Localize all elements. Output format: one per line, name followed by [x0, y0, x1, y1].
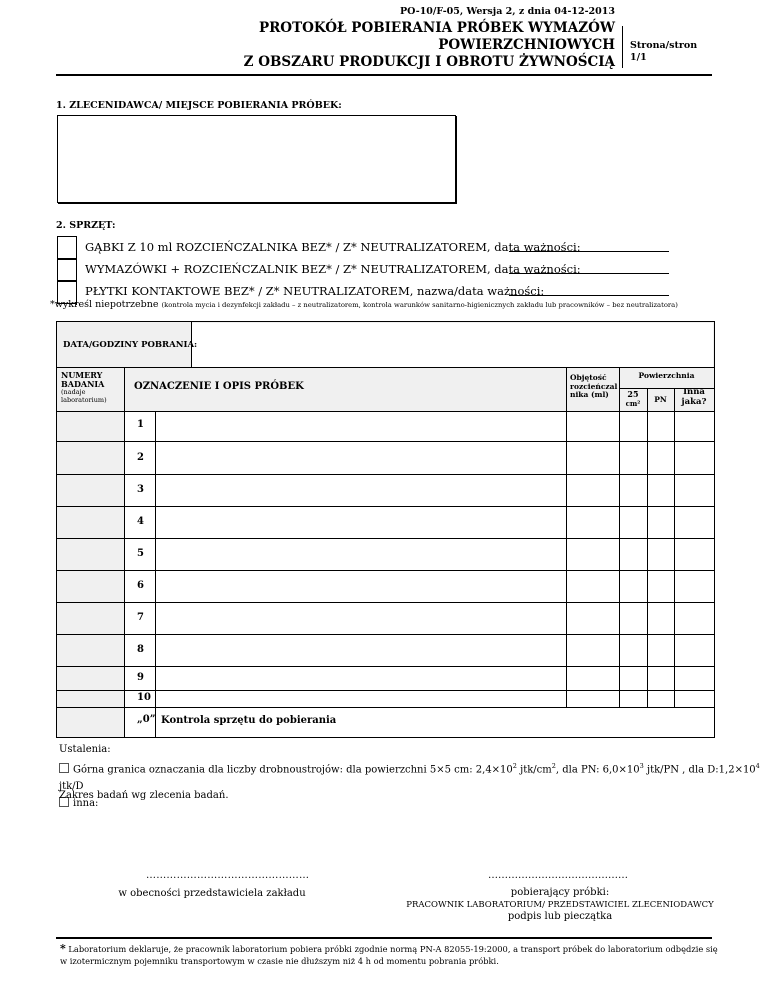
surface-other-line: Inna	[683, 387, 705, 397]
exponent: 2	[512, 762, 517, 770]
strike-note-detail: (kontrola mycia i dezynfekcji zakładu – z neutralizatorem, kontrola warunków sanitarno-higienicznych zakładu lub pracowników – bez neutralizatora)	[161, 301, 678, 309]
footer-rule	[56, 937, 712, 939]
findings	[59, 741, 768, 812]
col-line	[647, 388, 648, 707]
surface-25-value: 25	[627, 389, 639, 399]
footer-line: Laboratorium deklaruje, że pracownik laboratorium pobiera próbki zgodnie normą PN-A 82055-19:2000, a transport próbek do laboratorium odbędzie się	[65, 944, 718, 954]
col-line	[619, 367, 620, 707]
control-row-label: Kontrola sprzętu do pobierania	[161, 715, 337, 726]
surface-header: Powierzchnia	[638, 371, 695, 380]
expiry-date-field[interactable]	[509, 251, 669, 252]
row-number: 8	[137, 644, 144, 655]
samples-table	[56, 321, 715, 738]
strike-note-main: *wykreśl niepotrzebne	[50, 299, 159, 310]
header-rule	[56, 74, 712, 76]
upper-limit-text: jtk/cm	[516, 764, 552, 776]
checkbox-top-edge	[57, 236, 76, 237]
document-code: PO-10/F-05, Wersja 2, z dnia 04-12-2013	[399, 6, 615, 17]
row-number: 5	[137, 548, 144, 559]
expiry-date-field[interactable]	[509, 295, 669, 296]
title-line-2: Z OBSZARU PRODUKCJI I OBROTU ŻYWNOŚCIĄ	[243, 54, 615, 70]
lab-number-header	[61, 371, 107, 404]
footer-declaration	[60, 943, 740, 967]
equipment-label: WYMAZÓWKI + ROZCIEŃCZALNIK BEZ* / Z* NEUTRALIZATOREM, data ważności:	[85, 262, 581, 276]
col-line	[566, 367, 567, 707]
exponent: 2	[551, 762, 556, 770]
surface-other-line: jaka?	[681, 397, 707, 407]
lab-number-header-line: NUMERY	[61, 370, 103, 380]
upper-limit-checkbox[interactable]	[59, 763, 69, 773]
equipment-label: PŁYTKI KONTAKTOWE BEZ* / Z* NEUTRALIZATOREM, nazwa/data ważności:	[85, 284, 545, 298]
page-label: Strona/stron	[630, 40, 698, 51]
scope-text: Zakres badań wg zlecenia badań.	[59, 790, 229, 801]
volume-header-line: rozcieńczal	[570, 381, 618, 391]
other-label: inna:	[73, 798, 99, 810]
expiry-date-field[interactable]	[509, 273, 669, 274]
sampler-role: PRACOWNIK LABORATORIUM/ PRZEDSTAWICIEL ZLECENIODAWCY	[406, 900, 714, 910]
page-value: 1/1	[630, 52, 647, 63]
equipment-label: GĄBKI Z 10 ml ROZCIEŃCZALNIKA BEZ* / Z* NEUTRALIZATOREM, data ważności:	[85, 240, 581, 254]
lab-number-header-note: laboratorium)	[61, 395, 107, 404]
checkbox-column-divider	[76, 236, 77, 305]
swabs-checkbox[interactable]	[57, 258, 77, 282]
strike-note	[50, 299, 678, 310]
exponent: 3	[639, 762, 644, 770]
surface-pn-header: PN	[654, 395, 667, 404]
section2-title: 2. SPRZĘT:	[56, 220, 116, 231]
footer-line: w izotermicznym pojemniku transportowym w czasie nie dłuższym niż 4 h od momentu pobrania próbki.	[60, 956, 499, 966]
row-number: 9	[137, 672, 144, 683]
sampler-signature-label: pobierający próbki:	[510, 887, 610, 898]
volume-header-line: Objętość	[570, 373, 607, 382]
row-number: 10	[137, 692, 151, 703]
col-line	[674, 388, 675, 707]
header-divider	[622, 26, 623, 68]
sponges-checkbox[interactable]	[57, 236, 77, 260]
row-number: 6	[137, 580, 144, 591]
col-line	[155, 411, 156, 737]
row-number: 3	[137, 484, 144, 495]
sampler-sign-hint: podpis lub pieczątka	[507, 911, 613, 922]
date-time-field[interactable]	[191, 323, 713, 367]
page-info	[630, 40, 697, 64]
witness-signature-label: w obecności przedstawiciela zakładu	[118, 888, 306, 899]
volume-header	[570, 374, 617, 400]
equipment-row-sponges	[57, 236, 669, 258]
title-line-1: PROTOKÓŁ POBIERANIA PRÓBEK WYMAZÓW POWIERZCHNIOWYCH	[258, 20, 615, 53]
surface-25-unit: cm²	[625, 399, 641, 408]
witness-signature-line[interactable]: …………………………………………	[146, 870, 310, 881]
volume-header-line: nika (ml)	[570, 390, 609, 399]
row-line	[57, 367, 714, 368]
document-title	[120, 20, 615, 71]
upper-limit-text: Górna granica oznaczania dla liczby drobnoustrojów: dla powierzchni 5×5 cm: 2,4×10	[73, 764, 513, 776]
upper-limit-text: jtk/D	[59, 781, 84, 793]
col-line	[124, 367, 125, 737]
description-header: OZNACZENIE I OPIS PRÓBEK	[134, 381, 304, 392]
upper-limit-text: jtk/PN , dla D:1,2×10	[643, 764, 756, 776]
equipment-row-swabs	[57, 258, 669, 280]
row-number: 7	[137, 612, 144, 623]
date-label: DATA/GODZINY POBRANIA:	[63, 340, 198, 350]
lab-number-header-line: BADANIA	[61, 379, 105, 389]
lab-number-column-bg	[57, 411, 124, 737]
row-number: 1	[137, 419, 144, 430]
client-location-field[interactable]	[57, 115, 456, 203]
row-number: 2	[137, 452, 144, 463]
sampler-signature-line[interactable]: ……………………………………	[488, 870, 628, 881]
findings-title: Ustalenia:	[59, 744, 111, 755]
section1-title: 1. ZLECENIDAWCA/ MIEJSCE POBIERANIA PRÓBEK:	[56, 100, 342, 111]
upper-limit-text: , dla PN: 6,0×10	[555, 764, 640, 776]
surface-25-header	[619, 390, 647, 408]
lab-number-header-note: (nadaje	[61, 388, 86, 396]
control-row-number: „0”	[137, 714, 156, 725]
exponent: 4	[755, 762, 760, 770]
footer-star: *	[60, 942, 66, 955]
row-number: 4	[137, 516, 144, 527]
surface-other-header	[674, 387, 714, 407]
